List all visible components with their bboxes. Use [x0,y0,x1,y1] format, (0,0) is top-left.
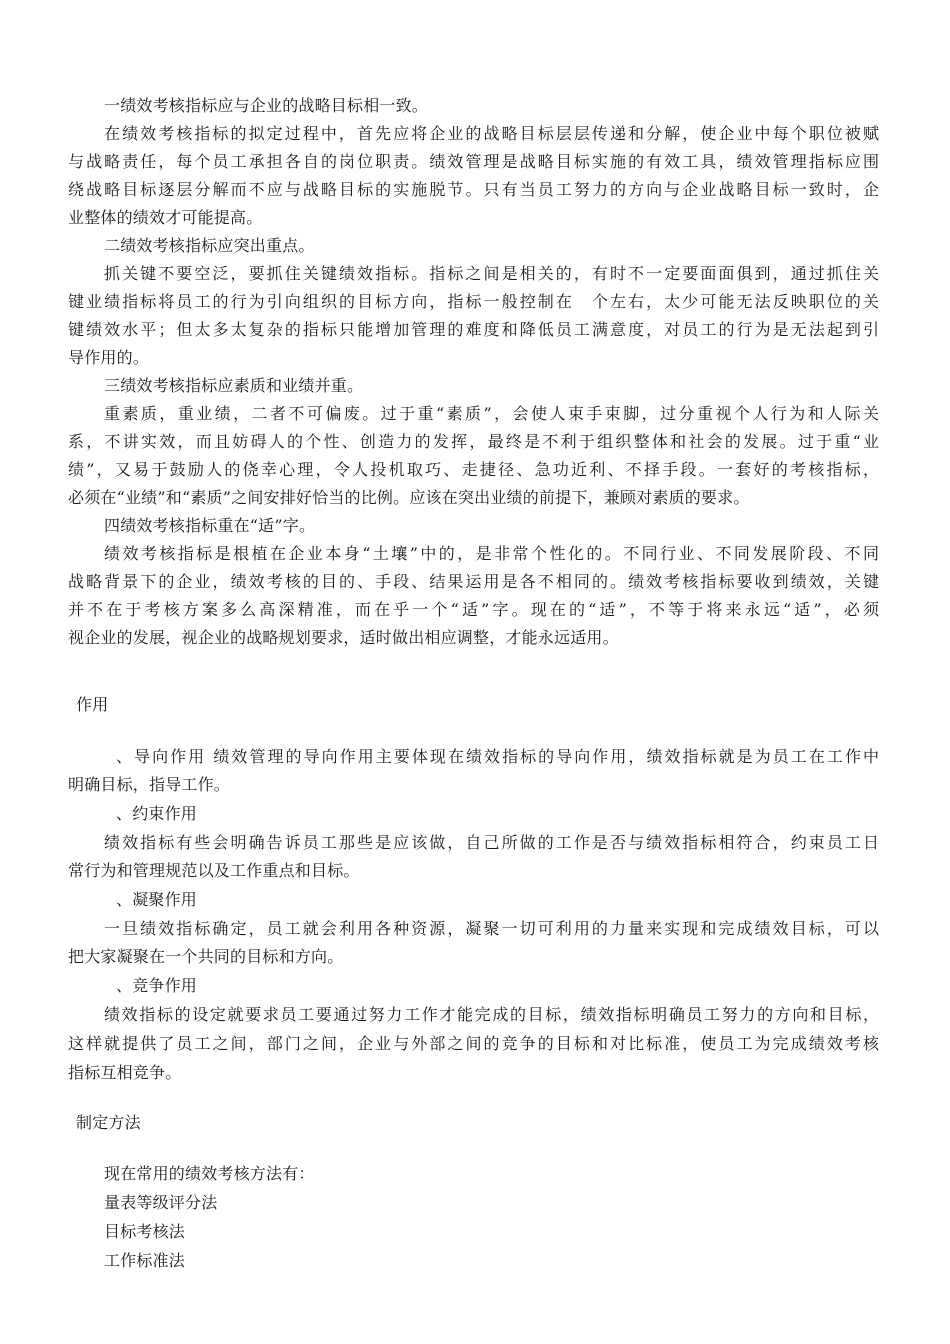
principle-4-line: 视企业的发展，视企业的战略规划要求，适时做出相应调整，才能永远适用。 [68,628,619,647]
role-cohesion-title: 、凝聚作用 [116,890,198,909]
methods-intro: 现在常用的绩效考核方法有： [104,1164,315,1183]
principle-4-line: 战略背景下的企业，绩效考核的目的、手段、结果运用是各不相同的。绩效考核指标要收到绩效，关键 [68,572,879,591]
role-compete-line: 这样就提供了员工之间，部门之间，企业与外部之间的竞争的目标和对比标准，使员工为完成绩效考核 [68,1034,879,1053]
principle-3-line: 重素质，重业绩，二者不可偏废。过于重“素质”，会使人束手束脚，过分重视个人行为和人际关 [104,404,879,423]
principle-2-line: 键业绩指标将员工的行为引向组织的目标方向，指标一般控制在 个左右，太少可能无法反映职位的关 [68,292,879,311]
principle-1-line: 业整体的绩效才可能提高。 [68,208,263,227]
principle-3-line: 绩”，又易于鼓励人的侥幸心理，令人投机取巧、走捷径、急功近利、不择手段。一套好的考核指标， [68,460,879,479]
role-cohesion-line: 把大家凝聚在一个共同的目标和方向。 [68,947,344,966]
role-constraint-line: 常行为和管理规范以及工作重点和目标。 [68,861,360,880]
principle-4-line: 绩效考核指标是根植在企业本身“土壤”中的，是非常个性化的。不同行业、不同发展阶段、不同 [104,544,879,563]
principle-2-line: 导作用的。 [68,348,150,367]
principle-1-title: 一绩效考核指标应与企业的战略目标相一致。 [104,96,429,115]
role-constraint-line: 绩效指标有些会明确告诉员工那些是应该做，自己所做的工作是否与绩效指标相符合，约束员工日 [104,833,879,852]
role-compete-line: 绩效指标的设定就要求员工要通过努力工作才能完成的目标，绩效指标明确员工努力的方向和目标， [104,1005,879,1024]
section-heading-methods: 制定方法 [76,1113,141,1132]
principle-2-line: 键绩效水平；但太多太复杂的指标只能增加管理的难度和降低员工满意度，对员工的行为是无法起到引 [68,320,879,339]
role-guide-line: 明确目标，指导工作。 [68,775,231,794]
principle-3-title: 三绩效考核指标应素质和业绩并重。 [104,376,364,395]
principle-4-line: 并不在于考核方案多么高深精准，而在乎一个“适”字。现在的“适”，不等于将来永远“适”，必须 [68,600,879,619]
principle-2-title: 二绩效考核指标应突出重点。 [104,236,315,255]
method-item: 目标考核法 [104,1222,186,1241]
principle-2-line: 抓关键不要空泛，要抓住关键绩效指标。指标之间是相关的，有时不一定要面面俱到，通过抓住关 [104,264,879,283]
section-heading-role: 作用 [76,695,109,714]
method-item: 工作标准法 [104,1251,186,1270]
principle-4-title: 四绩效考核指标重在“适”字。 [104,516,316,535]
principle-1-line: 与战略责任，每个员工承担各自的岗位职责。绩效管理是战略目标实施的有效工具，绩效管理指标应围 [68,152,879,171]
role-compete-line: 指标互相竞争。 [68,1063,182,1082]
principle-3-line: 系，不讲实效，而且妨碍人的个性、创造力的发挥，最终是不利于组织整体和社会的发展。过于重“业 [68,432,879,451]
role-cohesion-line: 一旦绩效指标确定，员工就会利用各种资源，凝聚一切可利用的力量来实现和完成绩效目标，可以 [104,919,879,938]
principle-1-line: 绕战略目标逐层分解而不应与战略目标的实施脱节。只有当员工努力的方向与企业战略目标一致时，企 [68,180,879,199]
principle-1-line: 在绩效考核指标的拟定过程中，首先应将企业的战略目标层层传递和分解，使企业中每个职位被赋 [104,124,879,143]
role-guide-line: 、导向作用 绩效管理的导向作用主要体现在绩效指标的导向作用，绩效指标就是为员工在工作中 [116,747,879,766]
method-item: 量表等级评分法 [104,1193,218,1212]
role-compete-title: 、竞争作用 [116,976,198,995]
role-constraint-title: 、约束作用 [116,804,198,823]
principle-3-line: 必须在“业绩”和“素质”之间安排好恰当的比例。应该在突出业绩的前提下，兼顾对素质的要求。 [68,488,750,507]
